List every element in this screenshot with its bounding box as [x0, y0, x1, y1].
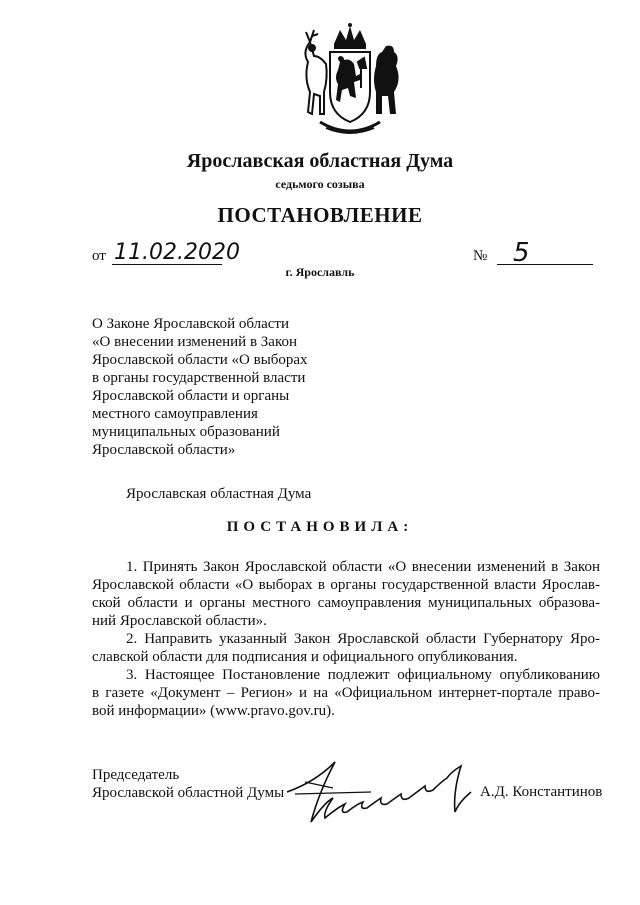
body-line: Ярославской области «О выборах в органы государственной власти Ярослав- [92, 577, 600, 593]
body-line: ний Ярославской области». [92, 613, 267, 629]
date-prefix: от [92, 248, 106, 264]
subject-line: Ярославской области и органы [92, 388, 290, 404]
document-type: ПОСТАНОВЛЕНИЕ [217, 203, 423, 227]
subject-line: Ярославской области «О выборах [92, 352, 308, 368]
body-line: в газете «Документ – Регион» и на «Официальном интернет-портале право- [92, 685, 600, 701]
number-value: 5 [513, 238, 530, 268]
date-value: 11.02.2020 [114, 240, 240, 265]
subject-line: О Законе Ярославской области [92, 316, 289, 332]
coat-of-arms-emblem [290, 22, 410, 140]
subject-line: местного самоуправления [92, 406, 258, 422]
city: г. Ярославль [285, 265, 355, 279]
signatory-title-line: Ярославской областной Думы [92, 785, 285, 801]
preamble: Ярославская областная Дума [126, 486, 312, 502]
signatory-title [92, 766, 284, 802]
subject-line: муниципальных образований [92, 424, 280, 440]
subject-line: в органы государственной власти [92, 370, 306, 386]
number-label: № [473, 248, 488, 264]
subject-block [92, 315, 352, 459]
body-line: 2. Направить указанный Закон Ярославской области Губернатору Яро- [126, 631, 600, 647]
convocation: седьмого созыва [275, 177, 365, 191]
subject-line: «О внесении изменений в Закон [92, 334, 298, 350]
body-line: славской области для подписания и официального опубликования. [92, 649, 518, 665]
organization-name: Ярославская областная Дума [186, 150, 454, 172]
body-line: 1. Принять Закон Ярославской области «О внесении изменений в Закон [126, 559, 600, 575]
decided-heading: ПОСТАНОВИЛА: [226, 519, 414, 535]
handwritten-signature [275, 752, 485, 842]
body-line: ской области и органы местного самоуправления муниципальных образова- [92, 595, 600, 611]
resolution-body [92, 558, 600, 720]
body-line: 3. Настоящее Постановление подлежит официальному опубликованию [126, 667, 600, 683]
signatory-name: А.Д. Константинов [480, 784, 603, 800]
subject-line: Ярославской области» [92, 442, 236, 458]
signatory-title-line: Председатель [92, 767, 180, 783]
body-line: вой информации» (www.pravo.gov.ru). [92, 703, 335, 719]
